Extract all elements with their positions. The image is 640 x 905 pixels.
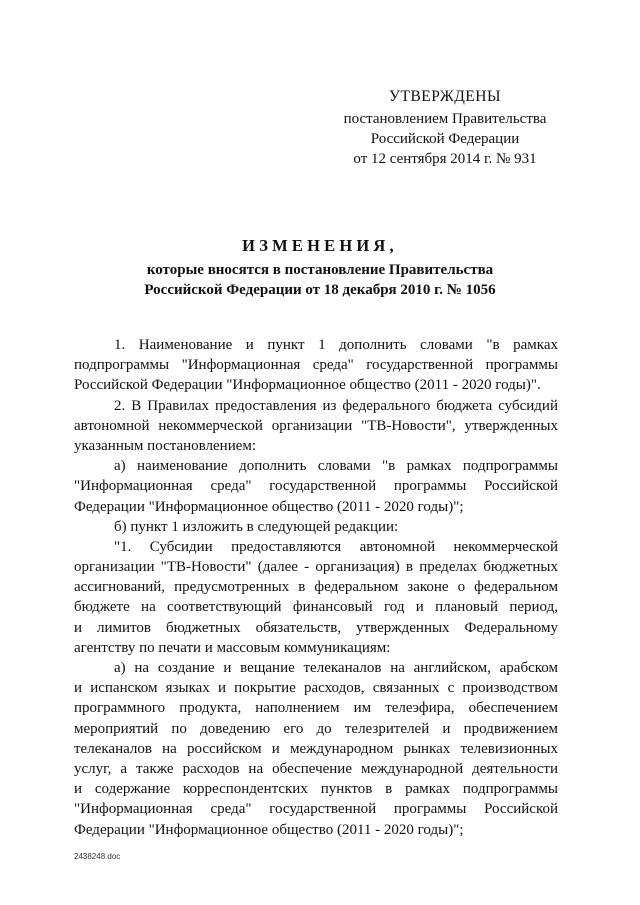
paragraph-line: а) на создание и вещание телеканалов на английском, арабском (114, 660, 558, 676)
approval-line-1: постановлением Правительства (343, 111, 547, 127)
paragraph-line: автономной некоммерческой организации "ТВ-Новости", утвержденных (74, 417, 558, 434)
paragraph-line: услуг, а также расходов на обеспечение международной деятельности (74, 760, 558, 777)
paragraph-1 (74, 335, 558, 396)
paragraph-6 (74, 658, 558, 840)
subtitle-line-1: которые вносятся в постановление Правительства (146, 262, 494, 278)
paragraph-line: 2. В Правилах предоставления из федерального бюджета субсидий (114, 397, 558, 414)
paragraph-line: и содержание корреспондентских пунктов в рамках подпрограммы (74, 781, 558, 798)
paragraph-line: б) пункт 1 изложить в следующей редакции: (114, 518, 399, 535)
paragraph-line: "Информационная среда" государственной программы Российской (74, 801, 558, 818)
approval-title: УТВЕРЖДЕНЫ (389, 88, 501, 105)
paragraph-line: указанным постановлением: (74, 437, 257, 454)
paragraph-line: бюджете на соответствующий финансовый год и плановый период, (74, 599, 558, 616)
paragraph-line: "1. Субсидии предоставляются автономной некоммерческой (114, 538, 558, 555)
subtitle-line-2: Российской Федерации от 18 декабря 2010 г. № 1056 (144, 282, 496, 298)
paragraph-line: мероприятий по доведению его до телезрителей и продвижением (74, 720, 558, 737)
paragraph-5 (74, 537, 558, 658)
paragraph-2 (74, 396, 558, 457)
approval-line-3: от 12 сентября 2014 г. № 931 (353, 151, 537, 167)
approval-block (340, 87, 550, 169)
paragraph-line: "Информационная среда" государственной программы Российской (74, 478, 558, 495)
paragraph-line: телеканалов на российском и международном рынках телевизионных (74, 740, 558, 757)
document-title: ИЗМЕНЕНИЯ, (242, 236, 398, 255)
paragraph-line: программного продукта, наполнением им телеэфира, обеспечением (74, 700, 558, 717)
paragraph-line: организации "ТВ-Новости" (далее - организация) в пределах бюджетных (74, 559, 558, 576)
paragraph-line: Федерации "Информационное общество (2011 - 2020 годы)"; (74, 821, 464, 838)
paragraph-line: агентству по печати и массовым коммуникациям: (74, 639, 391, 656)
paragraph-3 (74, 456, 558, 517)
document-file-code: 2438248.doc (74, 852, 121, 861)
paragraph-4 (74, 517, 558, 537)
paragraph-line: а) наименование дополнить словами "в рамках подпрограммы (114, 458, 558, 475)
paragraph-line: 1. Наименование и пункт 1 дополнить словами "в рамках (114, 337, 558, 353)
approval-line-2: Российской Федерации (370, 131, 520, 147)
paragraph-line: Федерации "Информационное общество (2011 - 2020 годы)"; (74, 498, 464, 515)
paragraph-line: ассигнований, предусмотренных в федеральном законе о федеральном (74, 579, 558, 596)
paragraph-line: подпрограммы "Информационная среда" государственной программы (74, 357, 558, 374)
paragraph-line: и лимитов бюджетных обязательств, утвержденных Федеральному (74, 619, 558, 636)
paragraph-line: Российской Федерации "Информационное общество (2011 - 2020 годы)". (74, 377, 541, 394)
paragraph-line: и испанском языках и покрытие расходов, связанных с производством (74, 680, 558, 697)
document-body (74, 335, 558, 840)
document-subtitle (0, 260, 640, 300)
